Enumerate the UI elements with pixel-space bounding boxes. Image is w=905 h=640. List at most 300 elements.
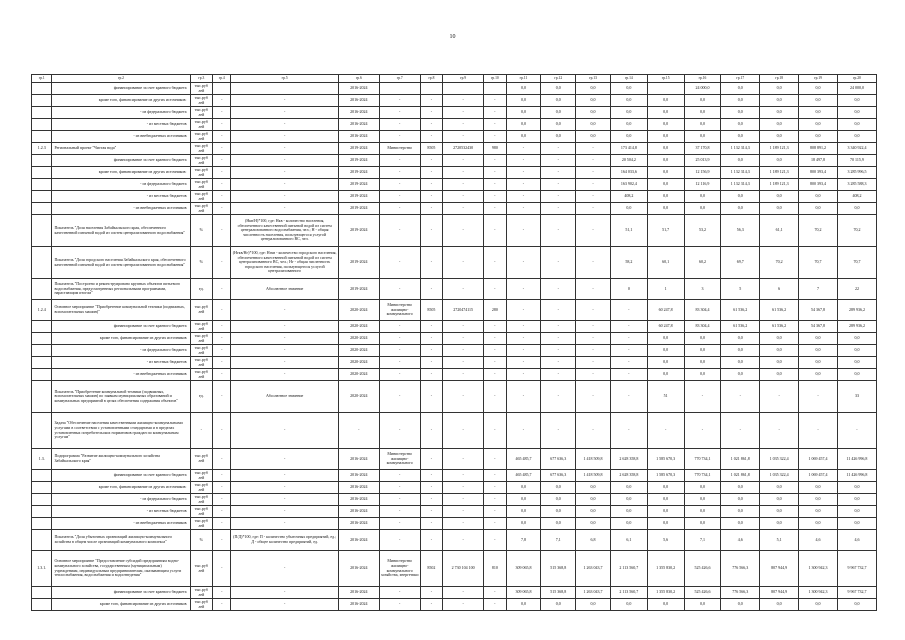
- table-cell: -: [379, 167, 420, 179]
- table-cell: -: [379, 381, 420, 413]
- table-cell: тыс.руб лей: [190, 369, 213, 381]
- table-cell: -: [379, 155, 420, 167]
- table-cell: 0,0: [647, 599, 684, 611]
- table-cell: 0,0: [684, 131, 721, 143]
- row-label-cell: кроме того, финансирование из других источников:: [52, 167, 190, 179]
- table-cell: -: [379, 191, 420, 203]
- table-cell: -: [443, 369, 484, 381]
- table-cell: 0,0: [721, 506, 760, 518]
- table-cell: 1 132 314,3: [721, 143, 760, 155]
- table-cell: 2019-2024: [338, 155, 379, 167]
- table-cell: -: [213, 119, 231, 131]
- column-header: гр.4: [213, 75, 231, 83]
- table-cell: [443, 83, 484, 95]
- table-cell: 0,0: [721, 518, 760, 530]
- table-cell: 0,0: [799, 131, 838, 143]
- table-cell: 0,0: [684, 518, 721, 530]
- column-header: гр.18: [760, 75, 799, 83]
- table-cell: -: [379, 345, 420, 357]
- table-cell: 0,0: [576, 599, 611, 611]
- table-cell: -: [506, 215, 541, 247]
- table-cell: 2019-2024: [338, 279, 379, 300]
- table-cell: %: [190, 215, 213, 247]
- table-cell: 0,0: [760, 494, 799, 506]
- table-cell: 1 418 509,8: [576, 470, 611, 482]
- table-cell: -: [379, 599, 420, 611]
- table-cell: -: [610, 381, 647, 413]
- table-cell: [32, 279, 52, 300]
- table-cell: -: [484, 215, 507, 247]
- table-cell: -: [379, 119, 420, 131]
- table-cell: [32, 119, 52, 131]
- table-cell: 0,0: [576, 494, 611, 506]
- table-cell: -: [443, 482, 484, 494]
- table-cell: -: [443, 155, 484, 167]
- table-cell: -: [443, 599, 484, 611]
- table-cell: -: [379, 506, 420, 518]
- table-cell: 3 285 996,5: [837, 167, 876, 179]
- table-cell: 0,0: [684, 482, 721, 494]
- table-cell: -: [420, 131, 443, 143]
- table-cell: 0,0: [760, 345, 799, 357]
- table-cell: -: [420, 449, 443, 470]
- table-cell: 0,0: [647, 119, 684, 131]
- table-cell: 24 000,0: [837, 83, 876, 95]
- table-cell: -: [506, 167, 541, 179]
- table-cell: -: [506, 321, 541, 333]
- table-cell: -: [541, 333, 576, 345]
- table-cell: 0,0: [760, 203, 799, 215]
- table-cell: 54 367,8: [799, 321, 838, 333]
- table-cell: [32, 357, 52, 369]
- table-cell: 770 734,1: [684, 470, 721, 482]
- table-cell: 1 035 322,4: [760, 449, 799, 470]
- table-cell: 0,0: [647, 333, 684, 345]
- table-cell: ед.: [190, 381, 213, 413]
- table-cell: 0,0: [721, 494, 760, 506]
- table-cell: 0,0: [610, 482, 647, 494]
- table-cell: -: [506, 279, 541, 300]
- table-cell: -: [576, 369, 611, 381]
- table-cell: 2016-2024: [338, 494, 379, 506]
- row-label-cell: Показатель "Доля населения Забайкальского края, обеспеченного качественной питьевой водой из систем централизованного водоснабжения": [52, 215, 190, 247]
- table-cell: 808 891,2: [799, 143, 838, 155]
- table-cell: -: [484, 345, 507, 357]
- table-cell: -: [231, 482, 338, 494]
- table-cell: -: [213, 321, 231, 333]
- table-cell: -: [213, 345, 231, 357]
- table-cell: -: [420, 107, 443, 119]
- table-cell: -: [213, 599, 231, 611]
- table-cell: 0,0: [760, 119, 799, 131]
- table-cell: -: [484, 530, 507, 551]
- table-cell: -: [576, 357, 611, 369]
- table-cell: 6,1: [610, 530, 647, 551]
- table-cell: -: [484, 321, 507, 333]
- table-cell: 0,0: [837, 357, 876, 369]
- row-label-cell: - из местных бюджетов: [52, 357, 190, 369]
- table-cell: -: [231, 95, 338, 107]
- table-cell: 0,0: [799, 506, 838, 518]
- table-cell: 776 566,3: [721, 587, 760, 599]
- table-row: [32, 357, 877, 369]
- table-cell: -: [484, 599, 507, 611]
- table-cell: -: [379, 587, 420, 599]
- table-cell: -: [799, 381, 838, 413]
- table-cell: %: [190, 247, 213, 279]
- table-cell: тыс.руб лей: [190, 357, 213, 369]
- table-cell: -: [231, 300, 338, 321]
- table-cell: -: [213, 449, 231, 470]
- table-cell: -: [420, 215, 443, 247]
- table-cell: -: [420, 321, 443, 333]
- table-cell: -: [420, 381, 443, 413]
- table-cell: 1 021 861,8: [721, 449, 760, 470]
- table-row: [32, 449, 877, 470]
- table-cell: тыс.руб лей: [190, 191, 213, 203]
- table-cell: 83 304,4: [684, 300, 721, 321]
- table-cell: -: [213, 191, 231, 203]
- table-cell: -: [484, 494, 507, 506]
- table-cell: 0,0: [721, 131, 760, 143]
- table-cell: 1 021 861,8: [721, 470, 760, 482]
- table-cell: Министерство жилищно-коммунального: [379, 449, 420, 470]
- table-cell: 980: [484, 143, 507, 155]
- table-cell: 2 113 560,7: [610, 551, 647, 587]
- program-table: [31, 74, 877, 611]
- table-cell: -: [443, 215, 484, 247]
- table-cell: 2019-2024: [338, 247, 379, 279]
- table-cell: 18 497,8: [799, 155, 838, 167]
- table-cell: %: [190, 530, 213, 551]
- table-cell: 2 628 358,8: [610, 449, 647, 470]
- table-cell: 2016-2024: [338, 482, 379, 494]
- table-cell: 2016-2024: [338, 518, 379, 530]
- table-cell: 0,0: [760, 107, 799, 119]
- table-cell: [32, 247, 52, 279]
- row-label-cell: - из федерального бюджета: [52, 179, 190, 191]
- table-cell: [647, 83, 684, 95]
- table-cell: 7,1: [684, 530, 721, 551]
- table-cell: 0,0: [506, 518, 541, 530]
- table-cell: 11 426 996,8: [837, 449, 876, 470]
- table-cell: -: [484, 279, 507, 300]
- column-header: гр.14: [610, 75, 647, 83]
- table-cell: -: [721, 413, 760, 449]
- table-cell: 0,0: [684, 369, 721, 381]
- table-cell: 677 636,3: [541, 470, 576, 482]
- table-cell: -: [443, 345, 484, 357]
- table-row: [32, 551, 877, 587]
- table-cell: 51: [647, 381, 684, 413]
- table-cell: 61,1: [760, 215, 799, 247]
- table-row: [32, 203, 877, 215]
- table-cell: -: [610, 413, 647, 449]
- table-cell: -: [506, 345, 541, 357]
- table-cell: -: [420, 587, 443, 599]
- table-cell: 0,0: [799, 107, 838, 119]
- row-label-cell: - из местных бюджетов: [52, 191, 190, 203]
- table-cell: тыс.руб лей: [190, 143, 213, 155]
- table-cell: 70,7: [837, 247, 876, 279]
- table-cell: 0,0: [506, 107, 541, 119]
- table-cell: 0,0: [506, 83, 541, 95]
- table-cell: 61 536,2: [721, 321, 760, 333]
- table-row: [32, 345, 877, 357]
- table-cell: -: [213, 530, 231, 551]
- column-header: гр.5: [231, 75, 338, 83]
- column-header: гр.15: [647, 75, 684, 83]
- table-cell: 4,6: [799, 530, 838, 551]
- table-cell: 0,0: [721, 83, 760, 95]
- table-cell: 2019-2024: [338, 143, 379, 155]
- table-cell: 1 418 509,8: [576, 449, 611, 470]
- table-cell: -: [443, 131, 484, 143]
- table-cell: 7,8: [506, 530, 541, 551]
- column-header: гр.3: [190, 75, 213, 83]
- column-header: гр.13: [576, 75, 611, 83]
- table-row: [32, 381, 877, 413]
- table-cell: 0,0: [684, 95, 721, 107]
- table-cell: тыс.руб лей: [190, 518, 213, 530]
- table-cell: -: [443, 179, 484, 191]
- table-cell: 3 340 922,4: [837, 143, 876, 155]
- table-cell: 0,0: [610, 506, 647, 518]
- table-cell: -: [213, 167, 231, 179]
- table-cell: 0,0: [837, 369, 876, 381]
- column-header: гр.20: [837, 75, 876, 83]
- table-cell: 0,0: [721, 119, 760, 131]
- table-cell: -: [420, 119, 443, 131]
- table-cell: -: [443, 470, 484, 482]
- row-label-cell: - из местных бюджетов: [52, 119, 190, 131]
- table-cell: -: [420, 179, 443, 191]
- table-cell: -: [379, 107, 420, 119]
- table-cell: тыс.руб лей: [190, 345, 213, 357]
- table-cell: 24 000,0: [684, 83, 721, 95]
- table-cell: 0,0: [799, 345, 838, 357]
- table-cell: 0,0: [760, 131, 799, 143]
- table-cell: 0,0: [837, 506, 876, 518]
- table-cell: 0,0: [610, 599, 647, 611]
- table-cell: -: [541, 279, 576, 300]
- table-cell: -: [541, 369, 576, 381]
- table-cell: 0,0: [721, 155, 760, 167]
- table-cell: -: [379, 470, 420, 482]
- table-cell: 0,0: [541, 83, 576, 95]
- table-cell: 2019-2024: [338, 215, 379, 247]
- table-cell: 0,0: [760, 191, 799, 203]
- column-header: гр.17: [721, 75, 760, 83]
- table-cell: тыс.руб лей: [190, 203, 213, 215]
- table-cell: -: [213, 179, 231, 191]
- table-cell: 2019-2024: [338, 203, 379, 215]
- table-cell: 0,0: [799, 482, 838, 494]
- row-label-cell: Показатель "Построено и реконструировано крупных объектов питьевого водоснабжения, предусмотренных региональными программами, нарастающим итогом": [52, 279, 190, 300]
- table-cell: -: [541, 413, 576, 449]
- table-cell: 0,0: [506, 494, 541, 506]
- table-cell: 1: [647, 279, 684, 300]
- table-cell: 1.3.1.: [32, 551, 52, 587]
- table-row: [32, 413, 877, 449]
- table-cell: [32, 494, 52, 506]
- table-cell: 776 566,3: [721, 551, 760, 587]
- table-cell: -: [684, 381, 721, 413]
- table-cell: -: [379, 494, 420, 506]
- table-cell: 0,0: [799, 369, 838, 381]
- table-cell: [32, 506, 52, 518]
- table-cell: 0,0: [506, 506, 541, 518]
- table-row: [32, 247, 877, 279]
- table-cell: -: [647, 413, 684, 449]
- table-cell: -: [484, 119, 507, 131]
- table-cell: 1 189 121,3: [760, 143, 799, 155]
- table-cell: Министерство жилищно-коммунального хозяйства, энергетики: [379, 551, 420, 587]
- table-cell: 0,0: [837, 203, 876, 215]
- table-cell: -: [420, 530, 443, 551]
- table-cell: 83 304,4: [684, 321, 721, 333]
- column-header: гр.1: [32, 75, 52, 83]
- table-cell: 0,0: [647, 155, 684, 167]
- table-cell: -: [231, 179, 338, 191]
- table-cell: 4,6: [721, 530, 760, 551]
- table-cell: -: [231, 413, 338, 449]
- table-cell: 0,0: [506, 131, 541, 143]
- table-cell: 1 189 121,3: [760, 167, 799, 179]
- table-cell: -: [420, 95, 443, 107]
- table-cell: 0,0: [576, 83, 611, 95]
- table-cell: -: [379, 131, 420, 143]
- table-cell: 0,0: [760, 506, 799, 518]
- table-cell: -: [484, 413, 507, 449]
- table-cell: 9 967 732,7: [837, 587, 876, 599]
- table-cell: 807 944,9: [760, 587, 799, 599]
- table-cell: -: [213, 247, 231, 279]
- table-cell: 0,0: [799, 191, 838, 203]
- table-cell: 309 065,8: [506, 551, 541, 587]
- table-row: [32, 167, 877, 179]
- table-cell: 8502: [420, 551, 443, 587]
- table-cell: -: [213, 357, 231, 369]
- table-cell: 0,0: [506, 482, 541, 494]
- table-cell: -: [213, 203, 231, 215]
- table-cell: [32, 167, 52, 179]
- table-cell: -: [231, 506, 338, 518]
- column-header: гр.16: [684, 75, 721, 83]
- table-cell: тыс.руб лей: [190, 470, 213, 482]
- table-cell: тыс.руб лей: [190, 83, 213, 95]
- table-cell: 2019-2024: [338, 167, 379, 179]
- table-cell: 0,0: [647, 191, 684, 203]
- table-cell: -: [506, 357, 541, 369]
- table-cell: 0,0: [610, 119, 647, 131]
- table-cell: -: [576, 381, 611, 413]
- table-cell: 0,0: [610, 95, 647, 107]
- table-cell: -: [506, 247, 541, 279]
- row-label-cell: Показатель "Доля убыточных организаций жилищно-коммунального хозяйства в общем числе организаций коммунального комплекса": [52, 530, 190, 551]
- table-cell: -: [484, 191, 507, 203]
- table-cell: 2020-2024: [338, 345, 379, 357]
- table-cell: 0,0: [760, 83, 799, 95]
- table-cell: -: [541, 381, 576, 413]
- table-cell: [231, 83, 338, 95]
- table-cell: тыс.руб лей: [190, 449, 213, 470]
- table-cell: (П/Д)*100, где: П - количество убыточных предприятий, ед.; Д - общее количество предприятий, ед.: [231, 530, 338, 551]
- row-label-cell: Показатель "Доля городского населения Забайкальского края, обеспеченного качественной питьевой водой из систем централизованного водоснабжения": [52, 247, 190, 279]
- table-cell: тыс.руб лей: [190, 494, 213, 506]
- table-body: [32, 83, 877, 611]
- table-cell: [379, 83, 420, 95]
- table-cell: -: [484, 381, 507, 413]
- table-cell: 2720474115: [443, 300, 484, 321]
- table-cell: [32, 345, 52, 357]
- table-cell: 0,0: [799, 357, 838, 369]
- table-cell: -: [443, 381, 484, 413]
- table-cell: -: [610, 357, 647, 369]
- table-cell: -: [213, 587, 231, 599]
- table-cell: -: [231, 357, 338, 369]
- table-cell: -: [231, 587, 338, 599]
- table-cell: -: [484, 167, 507, 179]
- table-cell: 0,0: [647, 506, 684, 518]
- table-cell: [32, 470, 52, 482]
- row-label-cell: - из внебюджетных источников: [52, 518, 190, 530]
- table-cell: 0,0: [721, 345, 760, 357]
- table-cell: 0,0: [684, 599, 721, 611]
- table-cell: 0,0: [576, 95, 611, 107]
- table-cell: [32, 369, 52, 381]
- table-cell: 5: [721, 279, 760, 300]
- table-cell: -: [484, 357, 507, 369]
- table-cell: 0,0: [760, 357, 799, 369]
- table-cell: 56,3: [721, 215, 760, 247]
- table-cell: -: [506, 203, 541, 215]
- table-cell: тыс.руб лей: [190, 482, 213, 494]
- table-cell: тыс.руб лей: [190, 107, 213, 119]
- table-cell: [213, 83, 231, 95]
- table-cell: -: [760, 381, 799, 413]
- table-cell: -: [213, 413, 231, 449]
- table-cell: [420, 83, 443, 95]
- table-cell: 0,0: [721, 203, 760, 215]
- table-cell: -: [231, 494, 338, 506]
- table-cell: [32, 518, 52, 530]
- table-cell: 0,0: [760, 599, 799, 611]
- table-cell: 0,0: [541, 107, 576, 119]
- table-cell: 3: [684, 279, 721, 300]
- table-cell: -: [213, 551, 231, 587]
- row-label-cell: - из федерального бюджета: [52, 494, 190, 506]
- table-cell: 11 426 996,8: [837, 470, 876, 482]
- table-cell: -: [610, 321, 647, 333]
- table-cell: -: [721, 381, 760, 413]
- table-cell: 0,0: [610, 83, 647, 95]
- table-cell: тыс.руб лей: [190, 599, 213, 611]
- table-cell: 2016-2024: [338, 470, 379, 482]
- table-cell: 0,0: [799, 518, 838, 530]
- table-row: [32, 191, 877, 203]
- table-cell: -: [541, 357, 576, 369]
- table-cell: 2020-2024: [338, 300, 379, 321]
- table-cell: 0,0: [799, 95, 838, 107]
- table-cell: 6,8: [576, 530, 611, 551]
- table-cell: -: [213, 369, 231, 381]
- table-cell: 1 355 830,2: [647, 551, 684, 587]
- table-cell: -: [379, 530, 420, 551]
- table-cell: 0,0: [610, 518, 647, 530]
- table-cell: 53,2: [684, 215, 721, 247]
- table-cell: 770 734,1: [684, 449, 721, 470]
